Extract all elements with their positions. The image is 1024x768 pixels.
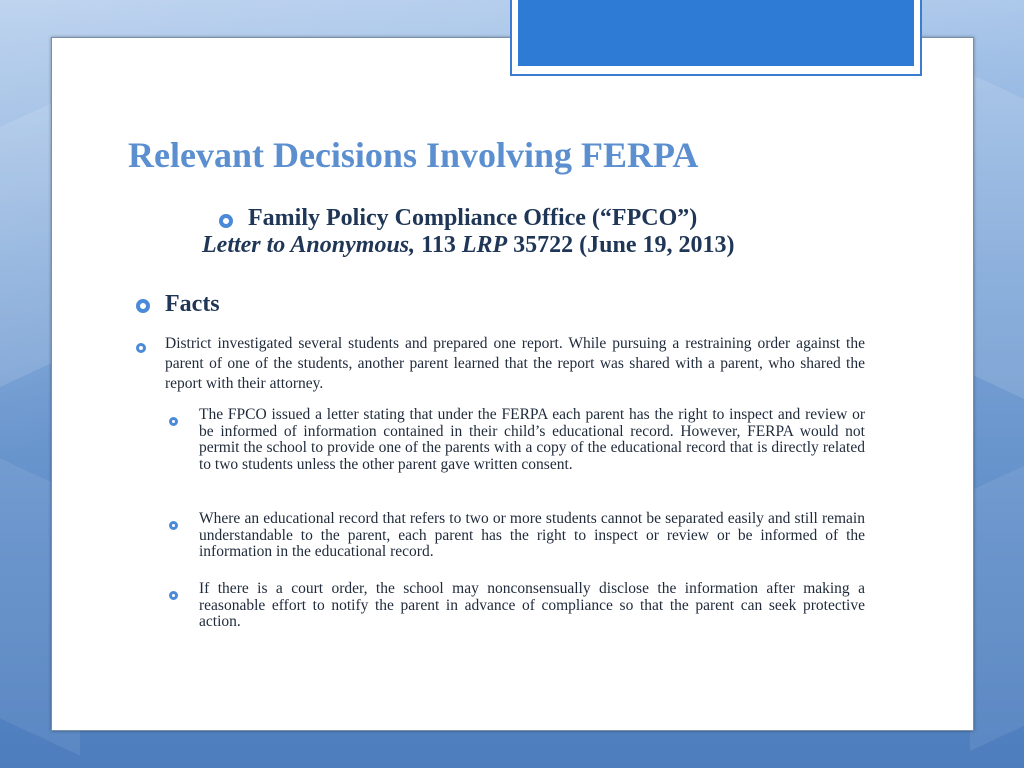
ring-bullet-icon (169, 411, 178, 430)
facts-paragraph: District investigated several students and prepared one report. While pursuing a restraining order against the parent of one of the students, another parent learned that the report was shared with a parent, who shared the report with their attorney. (165, 335, 865, 392)
case-citation (202, 232, 735, 259)
ring-bullet-icon (169, 585, 178, 604)
top-accent-fill (518, 0, 914, 66)
top-accent-tab (510, 0, 922, 76)
sub-bullet-text: Where an educational record that refers to two or more students cannot be separated easily and still remain understandable to the parent, each parent has the right to inspect or review or be informed of the information in the educational record. (199, 510, 865, 561)
background-shape (970, 449, 1024, 751)
facts-heading: Facts (165, 291, 220, 317)
citation-reporter: LRP (461, 232, 508, 258)
slide-title: Relevant Decisions Involving FERPA (128, 135, 699, 175)
ring-bullet-icon (219, 213, 233, 232)
ring-bullet-icon (169, 515, 178, 534)
citation-rest: 35722 (June 19, 2013) (507, 232, 735, 258)
sub-bullet-text: The FPCO issued a letter stating that under the FERPA each parent has the right to inspect and review or be informed of information contained in their child’s educational record. However, FERPA would not permit the school to provide one of the parents with a copy of the educational record that is directly related to two students unless the other parent gave written consent. (199, 406, 865, 473)
sub-bullet-text: If there is a court order, the school may nonconsensually disclose the information after making a reasonable effort to notify the parent in advance of compliance so that the parent can seek protective action. (199, 580, 865, 631)
letter-title: Letter to Anonymous, (202, 232, 416, 258)
fpco-heading: Family Policy Compliance Office (“FPCO”) (248, 205, 698, 231)
ring-bullet-icon (136, 338, 146, 357)
ring-bullet-icon (136, 298, 150, 317)
citation-number: 113 (415, 232, 462, 258)
